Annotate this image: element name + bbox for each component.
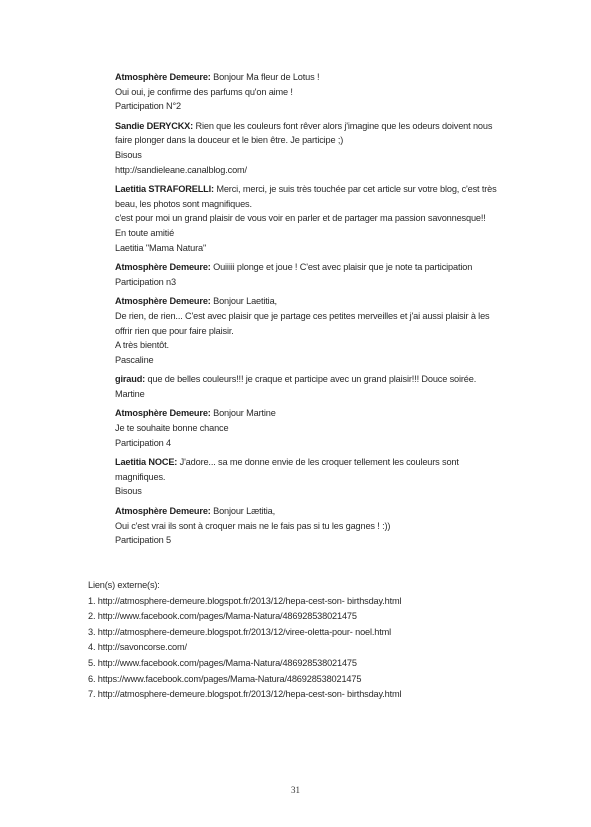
comment-text: Laetitia "Mama Natura" [115, 242, 207, 253]
comments-section [115, 70, 507, 553]
external-link[interactable]: 5. http://www.facebook.com/pages/Mama-Natura/486928538021475 [88, 657, 357, 668]
comment-text: Bonjour Laetitia, [210, 296, 277, 307]
comment-author: Atmosphère Demeure: [115, 408, 211, 419]
comment-text: Oui c'est vrai ils sont à croquer mais ne le fais pas si tu les gagnes ! :)) [115, 520, 391, 531]
comment-text: Bisous [115, 149, 142, 160]
comment-text: J'adore... sa me donne envie de les croquer tellement les couleurs sont magnifiques. [115, 457, 459, 482]
comment-text: A très bientôt. [115, 340, 169, 351]
comment-text: Rien que les couleurs font rêver alors j'imagine que les odeurs doivent nous faire plonger dans la douceur et le bien être. Je participe ;) [115, 120, 493, 146]
comment-text: que de belles couleurs!!! je craque et participe avec un grand plaisir!!! Douce soirée. Martine [115, 374, 477, 399]
comment-text: Oui oui, je confirme des parfums qu'on aime ! [115, 86, 293, 97]
comment-author: Atmosphère Demeure: [115, 506, 211, 517]
comment-text: Bonjour Lætitia, [210, 506, 276, 517]
comment-text: Participation 4 [115, 437, 171, 448]
comment-text: Ouiiiii plonge et joue ! C'est avec plaisir que je note ta participation [210, 262, 473, 273]
comment-text: Bonjour Ma fleur de Lotus ! [210, 72, 320, 82]
external-links [88, 578, 528, 703]
comment-text: De rien, de rien... C'est avec plaisir que je partage ces petites merveilles et j'ai aussi plaisir à les offrir rien que pour faire plaisir. [115, 310, 490, 336]
comment-author: Atmosphère Demeure: [115, 262, 211, 273]
comment [115, 504, 507, 548]
comment-author: Laetitia NOCE: [115, 457, 178, 468]
comment-text: Pascaline [115, 354, 154, 365]
external-link[interactable]: 6. https://www.facebook.com/pages/Mama-Natura/486928538021475 [88, 673, 362, 684]
comment-text: Participation N°2 [115, 101, 181, 112]
comment-author: Laetitia STRAFORELLI: [115, 184, 214, 195]
comment-text: Bisous [115, 486, 142, 497]
comment-text: Je te souhaite bonne chance [115, 423, 229, 434]
external-link[interactable]: 7. http://atmosphere-demeure.blogspot.fr/2013/12/hepa-cest-son- birthsday.html [88, 689, 402, 700]
comment [115, 119, 507, 177]
comment-text: En toute amitié [115, 227, 175, 238]
comment [115, 70, 507, 114]
comment-author: Atmosphère Demeure: [115, 72, 211, 82]
external-link[interactable]: 1. http://atmosphere-demeure.blogspot.fr/2013/12/hepa-cest-son- birthsday.html [88, 595, 402, 606]
comment [115, 182, 507, 255]
comment-author: Sandie DERYCKX: [115, 120, 194, 131]
comment-text: Merci, merci, je suis très touchée par cet article sur votre blog, c'est très beau, les photos sont magnifiques. [115, 184, 497, 209]
page-number: 31 [291, 785, 300, 795]
comment [115, 406, 507, 450]
comment-text: Participation 5 [115, 535, 171, 546]
external-link[interactable]: 2. http://www.facebook.com/pages/Mama-Natura/486928538021475 [88, 611, 357, 622]
external-link[interactable]: 3. http://atmosphere-demeure.blogspot.fr/2013/12/viree-oletta-pour- noel.html [88, 626, 392, 637]
comment-author: giraud: [115, 374, 146, 385]
comment-text: Participation n3 [115, 276, 176, 287]
comment [115, 372, 507, 401]
comment-text: c'est pour moi un grand plaisir de vous voir en parler et de partager ma passion savonnesque!! [115, 213, 486, 224]
comment-text: Bonjour Martine [210, 408, 276, 419]
comment-link: http://sandieleane.canalblog.com/ [115, 164, 247, 175]
comment [115, 260, 507, 289]
comment [115, 294, 507, 367]
external-links-heading: Lien(s) externe(s): [88, 580, 160, 590]
external-link[interactable]: 4. http://savoncorse.com/ [88, 642, 187, 653]
comment-author: Atmosphère Demeure: [115, 296, 211, 307]
comment [115, 455, 507, 499]
